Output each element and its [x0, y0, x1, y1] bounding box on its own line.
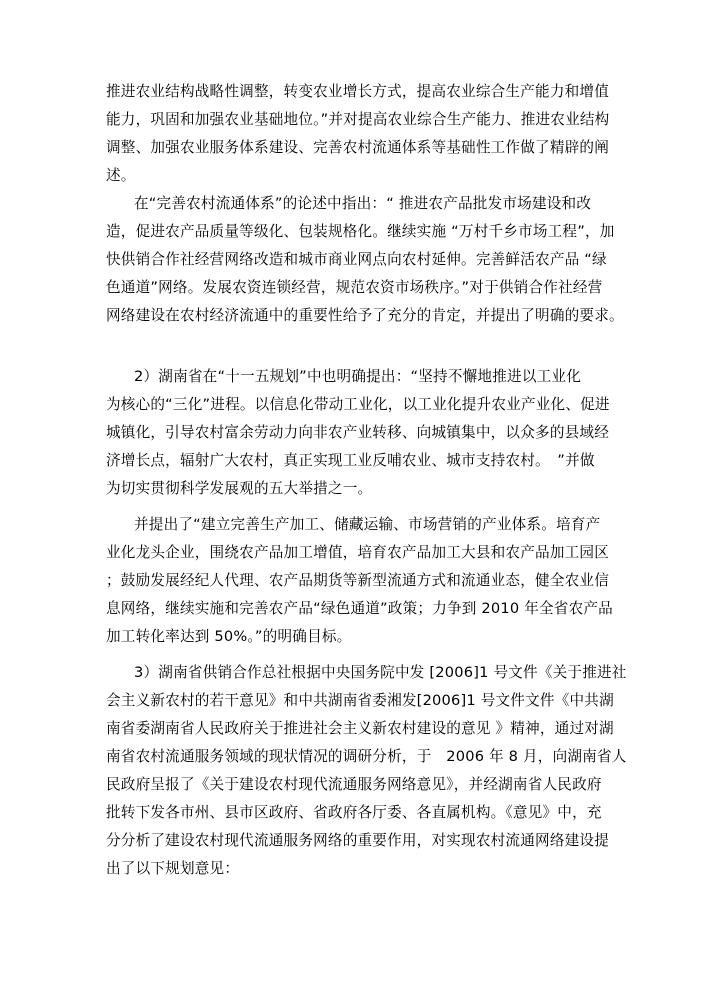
text-line: 调整、加强农业服务体系建设、完善农村流通体系等基础性工作做了精辟的阐	[106, 139, 609, 156]
text-line: 南省农村流通服务领域的现状情况的调研分析，于 2006 年 8 月，向湖南省人	[106, 748, 627, 765]
text-line: 3）湖南省供销合作总社根据中央国务院中发 [2006]1 号文件《关于推进社	[134, 664, 627, 681]
text-line: 能力，巩固和加强农业基础地位。”并对提高农业综合生产能力、推进农业结构	[106, 111, 610, 128]
text-line: 业化龙头企业，围绕农产品加工增值，培育农产品加工大县和农产品加工园区	[106, 544, 609, 561]
text-line: 快供销合作社经营网络改造和城市商业网点向农村延伸。完善鲜活农产品 “绿	[106, 251, 607, 268]
text-line: 为核心的“三化”进程。以信息化带动工业化，以工业化提升农业产业化、促进	[106, 396, 610, 413]
text-line: 济增长点，辐射广大农村，真正实现工业反哺农业、城市支持农村。 ”并做	[106, 452, 595, 469]
text-line: 色通道”网络。发展农资连锁经营，规范农资市场秩序。”对于供销合作社经营	[106, 279, 603, 296]
text-line: 2）湖南省在“十一五规划”中也明确提出：“坚持不懈地推进以工业化	[134, 368, 581, 385]
text-line: 网络建设在农村经济流通中的重要性给予了充分的肯定，并提出了明确的要求。	[106, 307, 624, 324]
text-line: 息网络，继续实施和完善农产品“绿色通道”政策；力争到 2010 年全省农产品	[106, 600, 613, 617]
text-line: 并提出了“建立完善生产加工、储藏运输、市场营销的产业体系。培育产	[134, 516, 601, 533]
text-line: 为切实贯彻科学发展观的五大举措之一。	[106, 480, 373, 497]
text-line: 会主义新农村的若干意见》和中共湖南省委湘发[2006]1 号文件文件《中共湖	[106, 692, 614, 709]
text-line: 批转下发各市州、县市区政府、省政府各厅委、各直属机构。《意见》中，充	[106, 804, 602, 821]
text-line: 民政府呈报了《关于建设农村现代流通服务网络意见》，并经湖南省人民政府	[106, 776, 602, 793]
text-line: 南省委湖南省人民政府关于推进社会主义新农村建设的意见 》精神，通过对湖	[106, 720, 614, 737]
text-line: 城镇化，引导农村富余劳动力向非农产业转移、向城镇集中，以众多的县域经	[106, 424, 609, 441]
text-line: ；鼓励发展经纪人代理、农产品期货等新型流通方式和流通业态，健全农业信	[106, 572, 609, 589]
text-line: 分分析了建设农村现代流通服务网络的重要作用，对实现农村流通网络建设提	[106, 832, 609, 849]
text-line: 在“完善农村流通体系”的论述中指出：“ 推进农产品批发市场建设和改	[134, 195, 592, 212]
text-line: 出了以下规划意见：	[106, 860, 240, 877]
text-line: 述。	[106, 167, 136, 184]
text-line: 造，促进农产品质量等级化、包装规格化。继续实施 “万村千乡市场工程”，加	[106, 223, 615, 240]
text-line: 加工转化率达到 50%。”的明确目标。	[106, 628, 352, 645]
text-line: 推进农业结构战略性调整，转变农业增长方式，提高农业综合生产能力和增值	[106, 83, 609, 100]
